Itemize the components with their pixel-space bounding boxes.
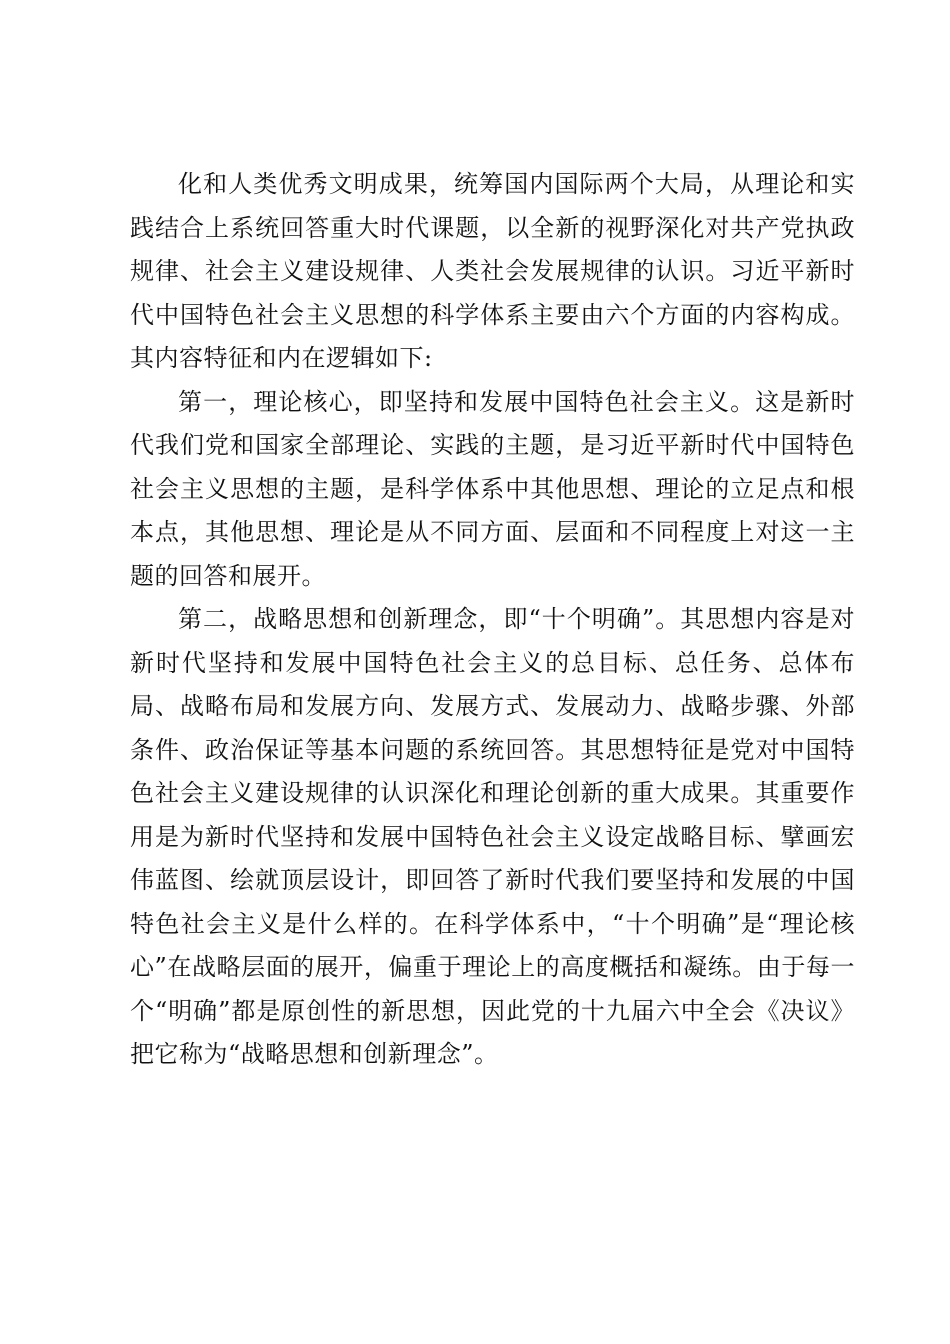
- paragraph-second-point: 第二，战略思想和创新理念，即“十个明确”。其思想内容是对新时代坚持和发展中国特色社会主义的总目标、总任务、总体布局、战略布局和发展方向、发展方式、发展动力、战略步骤、外部条件、政治保证等基本问题的系统回答。其思想特征是党对中国特色社会主义建设规律的认识深化和理论创新的重大成果。其重要作用是为新时代坚持和发展中国特色社会主义设定战略目标、擘画宏伟蓝图、绘就顶层设计，即回答了新时代我们要坚持和发展的中国特色社会主义是什么样的。在科学体系中，“十个明确”是“理论核心”在战略层面的展开，偏重于理论上的高度概括和凝练。由于每一个“明确”都是原创性的新思想，因此党的十九届六中全会《决议》把它称为“战略思想和创新理念”。: [130, 605, 855, 1068]
- body-text: [130, 163, 855, 1077]
- paragraph-first-point: 第一，理论核心，即坚持和发展中国特色社会主义。这是新时代我们党和国家全部理论、实践的主题，是习近平新时代中国特色社会主义思想的主题，是科学体系中其他思想、理论的立足点和根本点，其他思想、理论是从不同方面、层面和不同程度上对这一主题的回答和展开。: [130, 387, 855, 590]
- paragraph-intro-continuation: 化和人类优秀文明成果，统筹国内国际两个大局，从理论和实践结合上系统回答重大时代课题，以全新的视野深化对共产党执政规律、社会主义建设规律、人类社会发展规律的认识。习近平新时代中国特色社会主义思想的科学体系主要由六个方面的内容构成。其内容特征和内在逻辑如下:: [130, 170, 855, 372]
